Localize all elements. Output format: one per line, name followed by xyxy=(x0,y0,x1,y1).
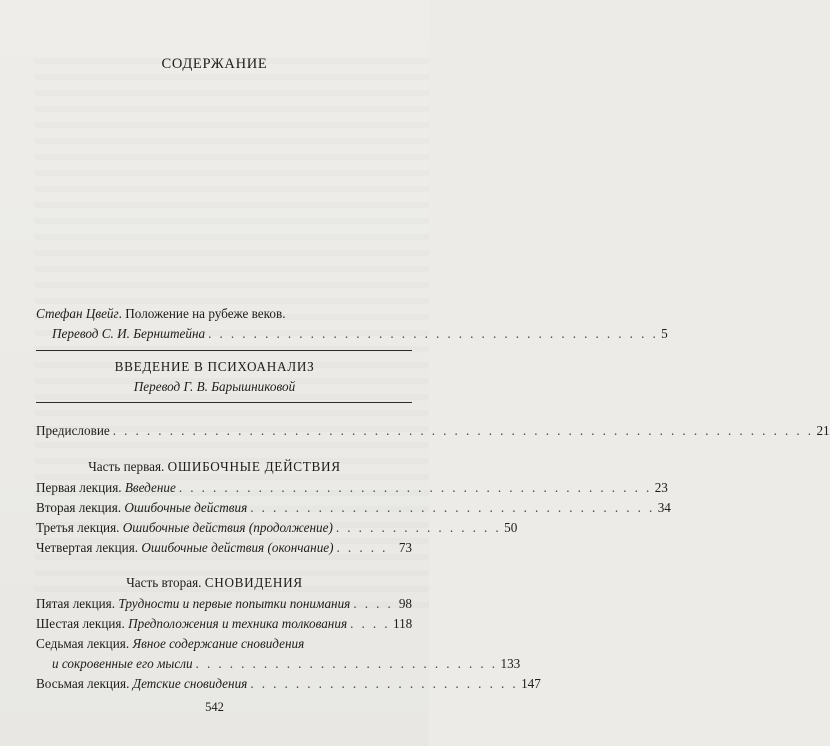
leader-dots: . . . . . xyxy=(336,540,388,555)
toc-title: Предисловие xyxy=(36,423,110,438)
toc-entry-lecture-3: Третья лекция. Ошибочные действия (продолжение) . . . . . . . . . . . . . . . 50 xyxy=(36,520,518,535)
toc-page: 133 xyxy=(500,656,521,671)
leader-dots: . . . . . . . . . . . . . . . . . . . . . . . . xyxy=(250,676,519,691)
toc-translator: Перевод С. И. Бернштейна xyxy=(52,326,206,341)
toc-page: 23 xyxy=(654,480,668,495)
part-heading: Часть первая. ОШИБОЧНЫЕ ДЕЙСТВИЯ xyxy=(88,459,341,474)
section-translator: Перевод Г. В. Барышниковой xyxy=(133,379,296,394)
toc-entry-lecture-8: Восьмая лекция. Детские сновидения . . . . . . . . . . . . . . . . . . . . . . . . 147 xyxy=(36,676,541,691)
toc-page: 50 xyxy=(504,520,518,535)
leader-dots: . . . . xyxy=(350,616,390,631)
leader-dots: . . . . . . . . . . . . . . . . . . . . . . . . . . . . . . . . . . . . . . . . . . xyxy=(178,480,652,495)
toc-entry-lecture-5: Пятая лекция. Трудности и первые попытки понимания . . . . 98 xyxy=(36,596,412,611)
toc-entry-lecture-7: Седьмая лекция. Явное содержание сновидения xyxy=(36,636,305,651)
toc-entry-lecture-6: Шестая лекция. Предположения и техника толкования . . . . 118 xyxy=(36,616,413,631)
toc-entry-preface xyxy=(36,423,830,439)
toc-entry-lecture-4: Четвертая лекция. Ошибочные действия (окончание) . . . . . 73 xyxy=(36,540,412,555)
toc-page: 147 xyxy=(521,676,541,691)
toc-page: 98 xyxy=(398,596,412,611)
toc-page: 118 xyxy=(392,616,413,631)
page-title: СОДЕРЖАНИЕ xyxy=(161,56,268,72)
toc-page: 73 xyxy=(398,540,412,555)
leader-dots: . . . . . . . . . . . . . . . . . . . . . . . . . . . . . . . . . . . . . . . . . . . . . . . . . . . . . . . . . . . . . . xyxy=(112,423,814,438)
section-rule xyxy=(36,402,412,403)
leader-dots: . . . . xyxy=(353,596,394,611)
section-title: ВВЕДЕНИЕ В ПСИХОАНАЛИЗ xyxy=(114,359,315,374)
toc-entry-zweig xyxy=(36,306,412,322)
page-number: 542 xyxy=(205,700,224,714)
leader-dots: . . . . . . . . . . . . . . . . . . . . . . . . . . . . . . . . . . . . . . . . xyxy=(208,326,659,341)
toc-author: Стефан Цвейг xyxy=(36,306,119,321)
toc-page: 5 xyxy=(661,326,668,341)
toc-entry-lecture-1: Первая лекция. Введение . . . . . . . . . . . . . . . . . . . . . . . . . . . . . . . . . . . . . . . . . . 23 xyxy=(36,480,668,495)
section-rule xyxy=(36,350,412,351)
toc-title: Положение на рубеже веков. xyxy=(125,306,286,321)
leader-dots: . . . . . . . . . . . . . . . . . . . . . . . . . . . . . . . . . . . . xyxy=(250,500,655,515)
toc-entry-lecture-7-cont: и сокровенные его мысли . . . . . . . . . . . . . . . . . . . . . . . . . . . 133 xyxy=(52,656,521,671)
leader-dots: . . . . . . . . . . . . . . . . . . . . . . . . . . . xyxy=(195,656,498,671)
toc-entry-lecture-2: Вторая лекция. Ошибочные действия . . . . . . . . . . . . . . . . . . . . . . . . . . . . . . . . . . . . 34 xyxy=(36,500,671,515)
part-heading: Часть вторая. СНОВИДЕНИЯ xyxy=(126,575,303,590)
toc-author-sep: . xyxy=(118,306,126,321)
toc-entry-zweig-translator xyxy=(52,326,668,342)
leader-dots: . . . . . . . . . . . . . . . xyxy=(335,520,502,535)
toc-page: 34 xyxy=(657,500,671,515)
toc-page: 21 xyxy=(816,423,830,438)
